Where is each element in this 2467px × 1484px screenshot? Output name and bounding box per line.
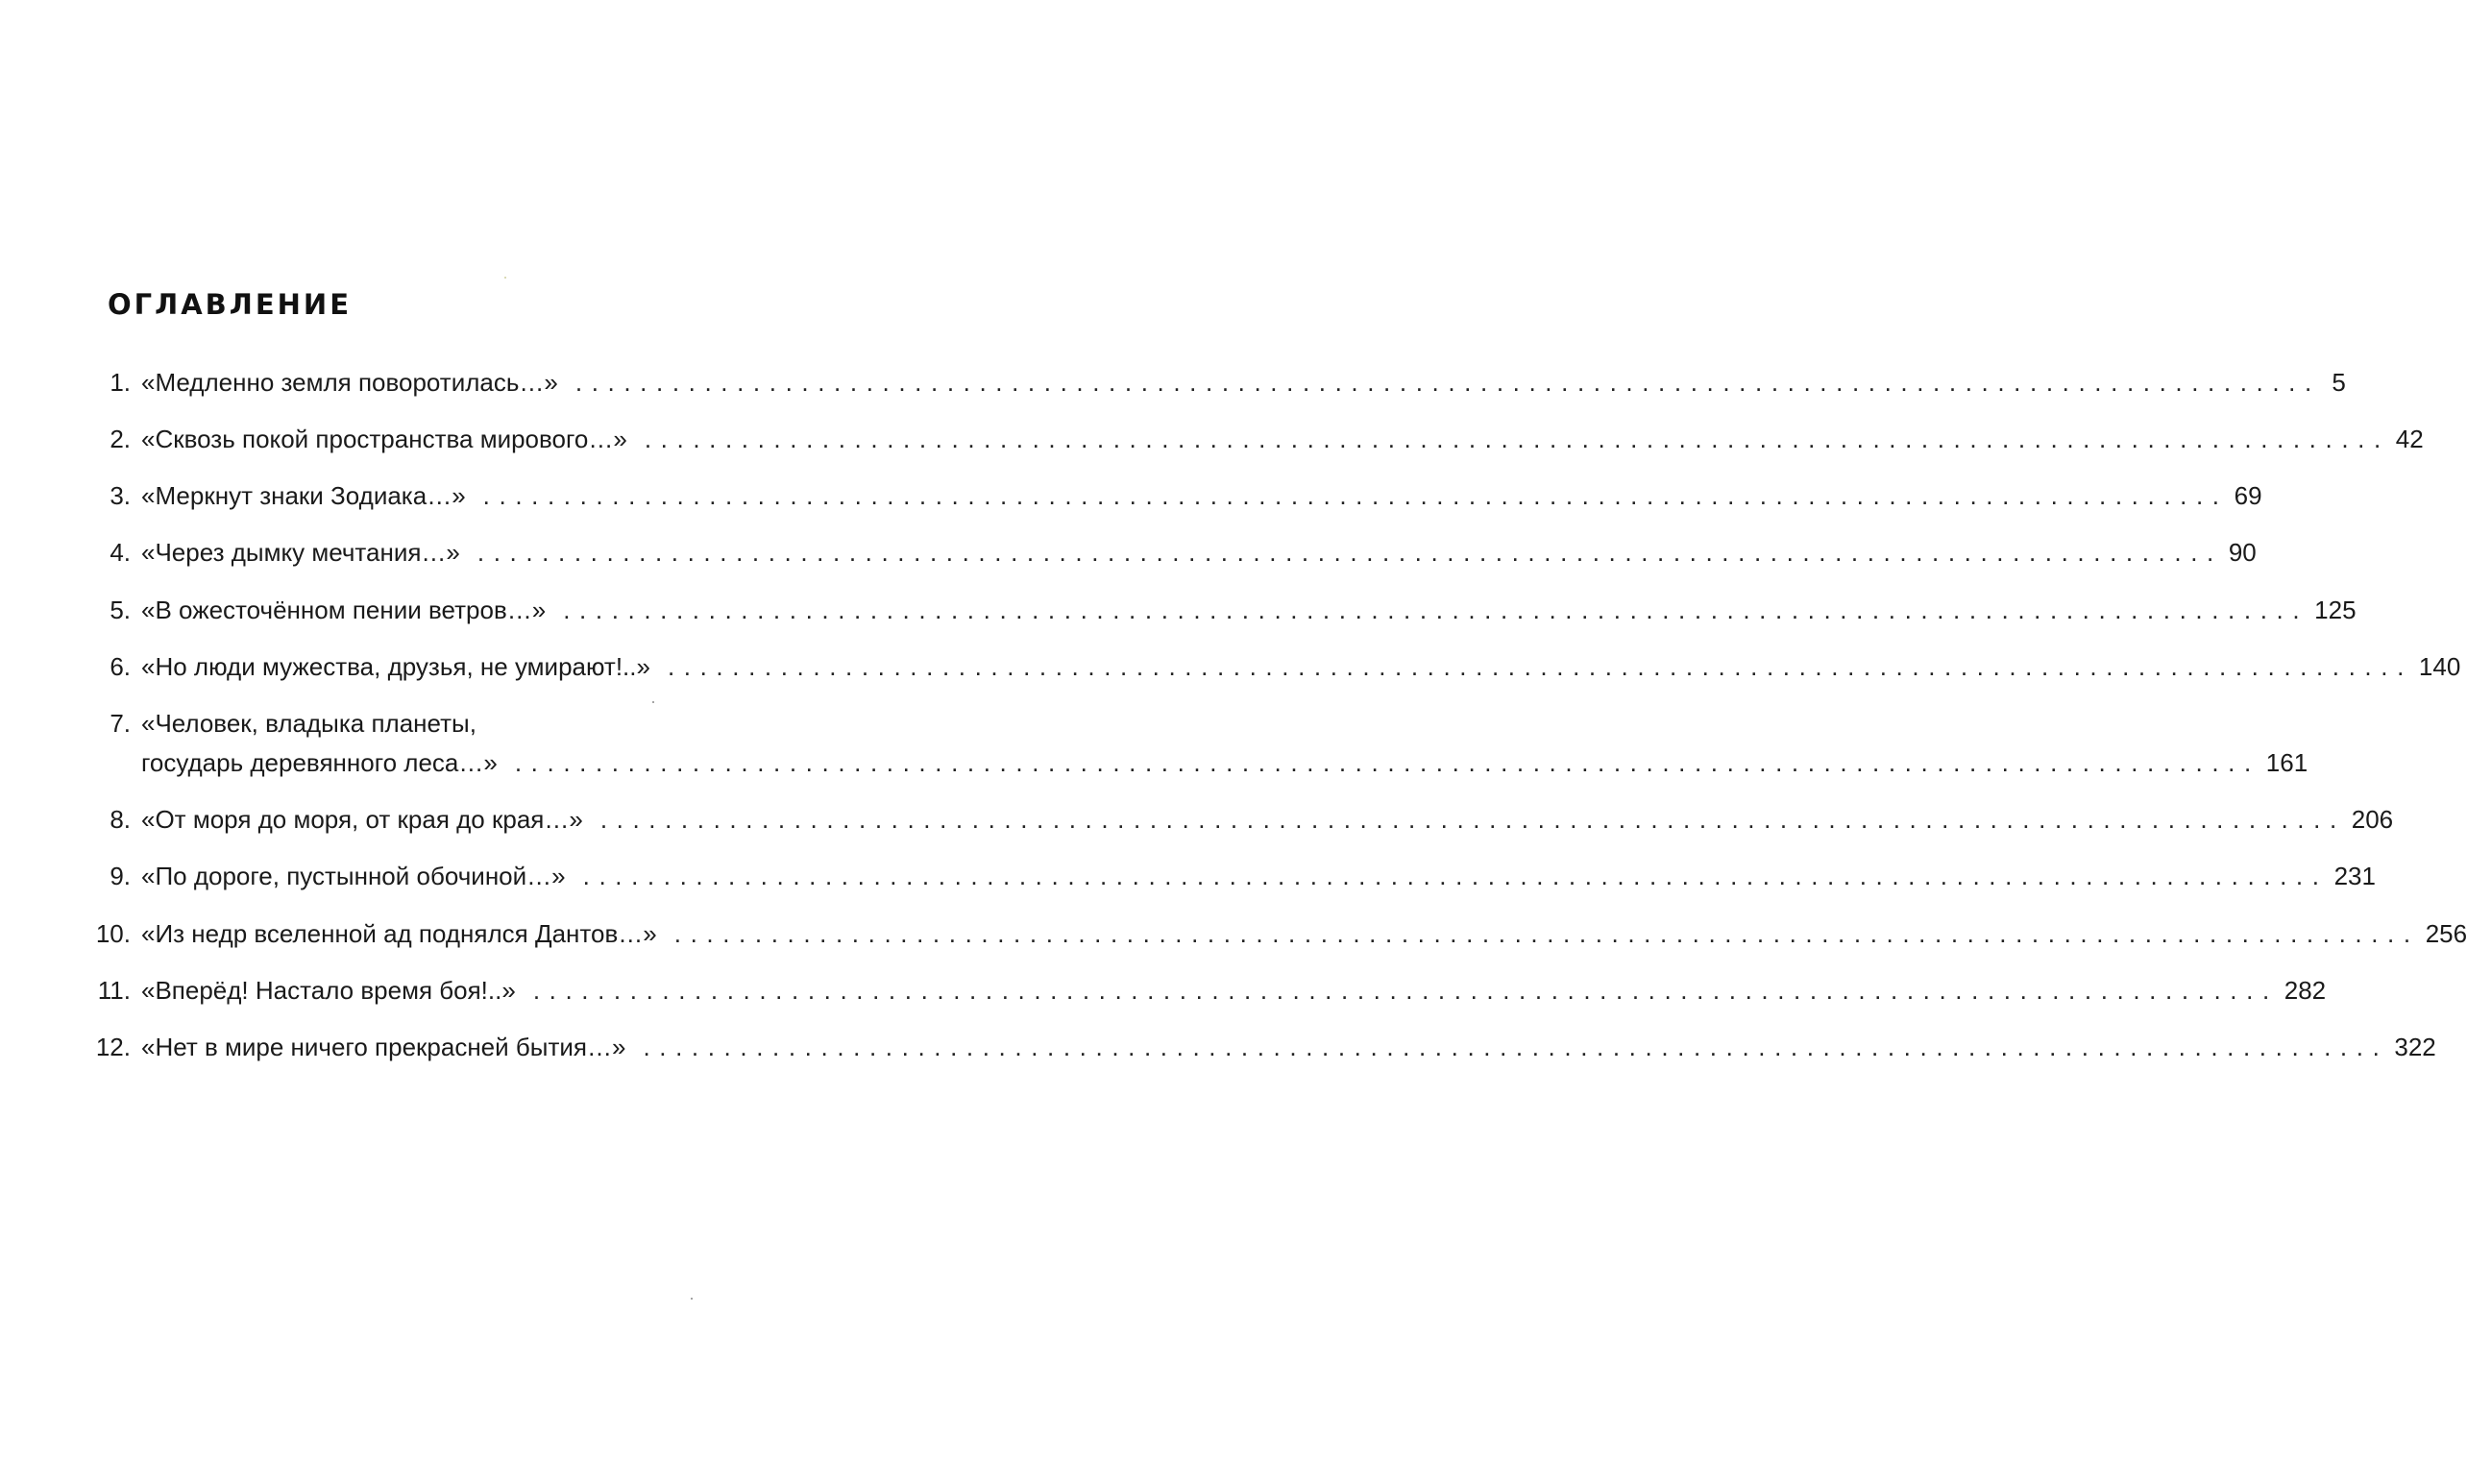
toc-entry-6[interactable] <box>0 647 2461 686</box>
entry-page-number: 256 <box>2425 919 2467 948</box>
entry-page-number: 140 <box>2418 652 2461 681</box>
entry-page-number: 5 <box>2332 368 2346 397</box>
dot-leader: ............................................................................................................ <box>563 596 2309 624</box>
entry-number: 10. <box>95 919 131 948</box>
entry-number: 8. <box>110 805 131 834</box>
entry-title: «Сквозь покой пространства мирового…» <box>141 425 627 453</box>
entry-title: «Нет в мире ничего прекрасней бытия…» <box>141 1033 626 1061</box>
toc-entry-4[interactable] <box>0 533 2257 572</box>
entry-title: «Из недр вселенной ад поднялся Дантов…» <box>141 919 657 948</box>
entry-number: 9. <box>110 862 131 890</box>
entry-number: 6. <box>110 652 131 681</box>
entry-number: 2. <box>110 425 131 453</box>
toc-entry-7-continued[interactable] <box>0 743 2308 782</box>
entry-page-number: 282 <box>2284 976 2327 1005</box>
entry-page-number: 206 <box>2351 805 2394 834</box>
entry-page-number: 231 <box>2333 862 2376 890</box>
entry-title-line-1: «Человек, владыка планеты, <box>141 709 476 738</box>
entry-title: «Но люди мужества, друзья, не умирают!..» <box>141 652 650 681</box>
entry-number: 5. <box>110 596 131 624</box>
dot-leader: ............................................................................................................ <box>476 538 2223 567</box>
toc-entry-8[interactable] <box>0 800 2394 839</box>
dot-leader: ............................................................................................................ <box>673 919 2420 948</box>
entry-title: «Медленно земля поворотилась…» <box>141 368 558 397</box>
dot-leader: ............................................................................................................ <box>582 862 2329 890</box>
scan-speck <box>652 701 654 703</box>
entry-page-number: 125 <box>2314 596 2357 624</box>
toc-entry-5[interactable] <box>0 591 2357 629</box>
scan-speck <box>691 1298 693 1300</box>
toc-heading: ОГЛАВЛЕНИЕ <box>108 288 353 321</box>
dot-leader: ............................................................................................................ <box>514 748 2260 777</box>
entry-number: 1. <box>110 368 131 397</box>
entry-page-number: 42 <box>2395 425 2424 453</box>
entry-page-number: 161 <box>2265 748 2308 777</box>
entry-title: «Меркнут знаки Зодиака…» <box>141 481 466 510</box>
entry-title: «Вперёд! Настало время боя!..» <box>141 976 516 1005</box>
entry-title: «От моря до моря, от края до края…» <box>141 805 583 834</box>
dot-leader: ............................................................................................................ <box>599 805 2346 834</box>
entry-title: «В ожесточённом пении ветров…» <box>141 596 547 624</box>
entry-number: 12. <box>95 1033 131 1061</box>
dot-leader: ............................................................................................................ <box>532 976 2279 1005</box>
toc-entry-11[interactable] <box>0 971 2327 1010</box>
toc-entry-10[interactable] <box>0 914 2467 953</box>
dot-leader: ............................................................................................................ <box>643 1033 2389 1061</box>
toc-entry-1[interactable] <box>0 363 2346 401</box>
dot-leader: ............................................................................................................ <box>482 481 2229 510</box>
entry-title: «По дороге, пустынной обочиной…» <box>141 862 566 890</box>
entry-number: 4. <box>110 538 131 567</box>
scan-speck <box>504 277 506 279</box>
toc-entry-2[interactable] <box>0 420 2424 458</box>
dot-leader: ............................................................................................................ <box>644 425 2390 453</box>
dot-leader: ............................................................................................................ <box>574 368 2321 397</box>
entry-number: 11. <box>97 976 131 1005</box>
entry-page-number: 69 <box>2234 481 2262 510</box>
dot-leader: ............................................................................................................ <box>667 652 2413 681</box>
toc-entry-3[interactable] <box>0 476 2262 515</box>
entry-number: 3. <box>110 481 131 510</box>
entry-title: «Через дымку мечтания…» <box>141 538 460 567</box>
toc-entry-7[interactable] <box>0 704 961 742</box>
entry-number: 7. <box>110 709 131 738</box>
entry-page-number: 90 <box>2228 538 2257 567</box>
entry-title: государь деревянного леса…» <box>141 748 498 777</box>
toc-entry-9[interactable] <box>0 857 2376 895</box>
toc-entry-12[interactable] <box>0 1028 2436 1066</box>
entry-page-number: 322 <box>2394 1033 2436 1061</box>
